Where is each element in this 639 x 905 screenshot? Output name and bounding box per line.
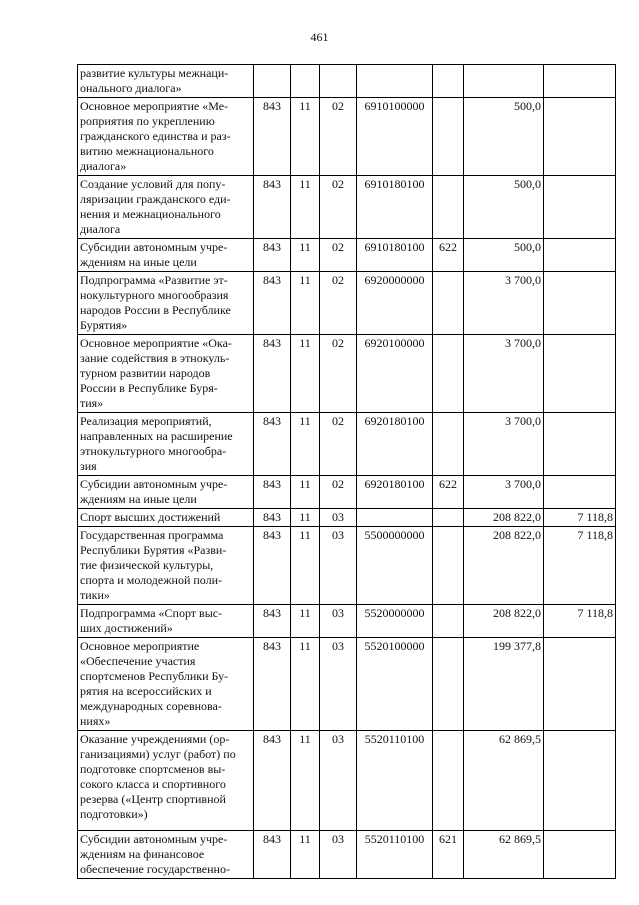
cell-name-line: Создание условий для попу- xyxy=(80,177,226,191)
cell-name-line: спорта и молодежной поли- xyxy=(80,573,223,587)
cell-name-line: зия xyxy=(80,459,97,473)
cell-vr: 622 xyxy=(433,476,464,509)
cell-name-line: Оказание учреждениями (ор- xyxy=(80,732,230,746)
cell-pr: 02 xyxy=(320,413,357,476)
cell-name-line: диалога» xyxy=(80,159,127,173)
cell-sum-1: 500,0 xyxy=(464,98,544,176)
cell-ved: 843 xyxy=(254,413,291,476)
table-row xyxy=(78,831,616,879)
cell-name-line: гражданского единства и раз- xyxy=(80,129,231,143)
cell-vr xyxy=(433,509,464,527)
cell-name-line: нения и межнационального xyxy=(80,207,221,221)
cell-ved: 843 xyxy=(254,239,291,272)
cell-sum-1: 62 869,5 xyxy=(464,831,544,879)
cell-name xyxy=(78,239,254,272)
table-body xyxy=(78,65,616,879)
cell-name xyxy=(78,413,254,476)
cell-sum-2: 7 118,8 xyxy=(544,527,616,605)
table-row xyxy=(78,239,616,272)
cell-vr xyxy=(433,527,464,605)
cell-name-line: спортсменов Республики Бу- xyxy=(80,669,229,683)
cell-csr: 5520100000 xyxy=(357,638,433,731)
cell-name xyxy=(78,476,254,509)
cell-csr: 6920100000 xyxy=(357,335,433,413)
cell-name-line: Основное мероприятие «Ока- xyxy=(80,336,232,350)
cell-pr: 02 xyxy=(320,98,357,176)
cell-name-line: народов России в Республике xyxy=(80,303,231,317)
cell-ved: 843 xyxy=(254,272,291,335)
cell-csr: 6920180100 xyxy=(357,476,433,509)
cell-csr xyxy=(357,509,433,527)
cell-name-line: Бурятия» xyxy=(80,318,128,332)
table-row xyxy=(78,509,616,527)
cell-name-line: ниях» xyxy=(80,714,111,728)
cell-sum-2 xyxy=(544,272,616,335)
cell-name xyxy=(78,65,254,98)
cell-name-line: Основное мероприятие xyxy=(80,639,200,653)
cell-rz: 11 xyxy=(291,176,320,239)
cell-name xyxy=(78,605,254,638)
cell-pr xyxy=(320,65,357,98)
table-row xyxy=(78,98,616,176)
cell-vr xyxy=(433,176,464,239)
cell-rz: 11 xyxy=(291,335,320,413)
cell-name-line: Основное мероприятие «Ме- xyxy=(80,99,229,113)
cell-rz: 11 xyxy=(291,638,320,731)
cell-sum-1: 3 700,0 xyxy=(464,476,544,509)
cell-rz: 11 xyxy=(291,731,320,831)
cell-name xyxy=(78,527,254,605)
table-row xyxy=(78,413,616,476)
cell-vr: 622 xyxy=(433,239,464,272)
cell-name xyxy=(78,731,254,831)
cell-csr: 6910180100 xyxy=(357,176,433,239)
cell-pr: 02 xyxy=(320,335,357,413)
cell-name-line: направленных на расширение xyxy=(80,429,233,443)
table-row xyxy=(78,527,616,605)
cell-csr: 5520000000 xyxy=(357,605,433,638)
cell-name-line: Государственная программа xyxy=(80,528,224,542)
cell-name-line: развитие культуры межнаци- xyxy=(80,66,229,80)
cell-pr: 02 xyxy=(320,272,357,335)
cell-vr xyxy=(433,272,464,335)
cell-sum-2: 7 118,8 xyxy=(544,509,616,527)
cell-name xyxy=(78,831,254,879)
cell-name xyxy=(78,176,254,239)
cell-sum-2: 7 118,8 xyxy=(544,605,616,638)
cell-name-line: Реализация мероприятий, xyxy=(80,414,212,428)
cell-name-line: Подпрограмма «Развитие эт- xyxy=(80,273,228,287)
cell-pr: 03 xyxy=(320,731,357,831)
cell-sum-2 xyxy=(544,476,616,509)
cell-name-line: нокультурного многообразия xyxy=(80,288,229,302)
cell-sum-1: 62 869,5 xyxy=(464,731,544,831)
cell-sum-1: 208 822,0 xyxy=(464,527,544,605)
cell-sum-1 xyxy=(464,65,544,98)
cell-name-line: турном развитии народов xyxy=(80,366,211,380)
cell-csr xyxy=(357,65,433,98)
cell-ved: 843 xyxy=(254,831,291,879)
cell-rz: 11 xyxy=(291,605,320,638)
cell-sum-1: 3 700,0 xyxy=(464,335,544,413)
cell-rz: 11 xyxy=(291,98,320,176)
cell-rz: 11 xyxy=(291,509,320,527)
cell-name-line: роприятия по укреплению xyxy=(80,114,215,128)
cell-vr xyxy=(433,731,464,831)
cell-rz: 11 xyxy=(291,272,320,335)
cell-name-line: рятия на всероссийских и xyxy=(80,684,212,698)
cell-ved: 843 xyxy=(254,527,291,605)
cell-ved: 843 xyxy=(254,476,291,509)
cell-name-line: Республики Бурятия «Разви- xyxy=(80,543,227,557)
cell-name-line: России в Республике Буря- xyxy=(80,381,218,395)
cell-csr: 5520110100 xyxy=(357,731,433,831)
cell-ved: 843 xyxy=(254,731,291,831)
cell-name-line: Субсидии автономным учре- xyxy=(80,240,228,254)
cell-sum-1: 500,0 xyxy=(464,239,544,272)
table-row xyxy=(78,476,616,509)
cell-pr: 02 xyxy=(320,476,357,509)
cell-sum-1: 208 822,0 xyxy=(464,605,544,638)
cell-csr: 5520110100 xyxy=(357,831,433,879)
cell-csr: 6920000000 xyxy=(357,272,433,335)
cell-name-line: ляризации гражданского еди- xyxy=(80,192,231,206)
cell-sum-1: 199 377,8 xyxy=(464,638,544,731)
cell-sum-2 xyxy=(544,731,616,831)
table-row xyxy=(78,731,616,831)
cell-rz: 11 xyxy=(291,527,320,605)
cell-name-line: ждениям на финансовое xyxy=(80,847,205,861)
cell-rz xyxy=(291,65,320,98)
cell-ved: 843 xyxy=(254,335,291,413)
cell-name-line: ганизациями) услуг (работ) по xyxy=(80,747,236,761)
cell-sum-2 xyxy=(544,98,616,176)
cell-pr: 03 xyxy=(320,605,357,638)
cell-sum-1: 3 700,0 xyxy=(464,413,544,476)
cell-rz: 11 xyxy=(291,831,320,879)
cell-name-line: подготовке спортсменов вы- xyxy=(80,762,226,776)
cell-name-line: Субсидии автономным учре- xyxy=(80,477,228,491)
cell-name-line: Подпрограмма «Спорт выс- xyxy=(80,606,223,620)
cell-vr xyxy=(433,605,464,638)
cell-name xyxy=(78,509,254,527)
cell-name xyxy=(78,335,254,413)
cell-name-line: онального диалога» xyxy=(80,81,182,95)
cell-sum-1: 500,0 xyxy=(464,176,544,239)
cell-sum-2 xyxy=(544,638,616,731)
cell-name-line: ждениям на иные цели xyxy=(80,255,197,269)
cell-sum-1: 208 822,0 xyxy=(464,509,544,527)
table-row xyxy=(78,605,616,638)
cell-rz: 11 xyxy=(291,476,320,509)
cell-name-line: зание содействия в этнокуль- xyxy=(80,351,230,365)
cell-csr: 6920180100 xyxy=(357,413,433,476)
cell-sum-2 xyxy=(544,335,616,413)
cell-name-line: подготовки») xyxy=(80,807,148,821)
cell-ved: 843 xyxy=(254,638,291,731)
cell-name-line: тие физической культуры, xyxy=(80,558,214,572)
table-row xyxy=(78,176,616,239)
cell-vr xyxy=(433,335,464,413)
cell-name xyxy=(78,638,254,731)
cell-sum-2 xyxy=(544,176,616,239)
cell-vr xyxy=(433,638,464,731)
cell-ved: 843 xyxy=(254,509,291,527)
cell-name-line: «Обеспечение участия xyxy=(80,654,196,668)
cell-name-line: обеспечение государственно- xyxy=(80,862,230,876)
cell-sum-2 xyxy=(544,239,616,272)
table-row xyxy=(78,335,616,413)
cell-pr: 02 xyxy=(320,239,357,272)
cell-sum-2 xyxy=(544,413,616,476)
cell-pr: 02 xyxy=(320,176,357,239)
cell-vr xyxy=(433,98,464,176)
cell-rz: 11 xyxy=(291,413,320,476)
cell-name-line: тия» xyxy=(80,396,104,410)
cell-sum-1: 3 700,0 xyxy=(464,272,544,335)
cell-pr: 03 xyxy=(320,831,357,879)
cell-name-line: диалога xyxy=(80,222,121,236)
cell-csr: 6910180100 xyxy=(357,239,433,272)
table-row xyxy=(78,638,616,731)
cell-name-line: этнокультурного многообра- xyxy=(80,444,227,458)
cell-name-line: витию межнационального xyxy=(80,144,214,158)
cell-rz: 11 xyxy=(291,239,320,272)
cell-csr: 6910100000 xyxy=(357,98,433,176)
cell-name-line: Спорт высших достижений xyxy=(80,510,221,524)
page-number: 461 xyxy=(310,30,329,44)
cell-sum-2 xyxy=(544,65,616,98)
budget-table xyxy=(77,64,616,879)
cell-name-line: Субсидии автономным учре- xyxy=(80,832,228,846)
cell-name-line: ждениям на иные цели xyxy=(80,492,197,506)
cell-vr: 621 xyxy=(433,831,464,879)
cell-name-line: ших достижений» xyxy=(80,621,173,635)
cell-vr xyxy=(433,65,464,98)
cell-ved: 843 xyxy=(254,176,291,239)
cell-ved: 843 xyxy=(254,605,291,638)
table-row xyxy=(78,65,616,98)
cell-name-line: сокого класса и спортивного xyxy=(80,777,226,791)
cell-ved xyxy=(254,65,291,98)
cell-name xyxy=(78,98,254,176)
cell-ved: 843 xyxy=(254,98,291,176)
cell-name xyxy=(78,272,254,335)
cell-pr: 03 xyxy=(320,638,357,731)
table-row xyxy=(78,272,616,335)
cell-sum-2 xyxy=(544,831,616,879)
cell-pr: 03 xyxy=(320,509,357,527)
cell-name-line: тики» xyxy=(80,588,110,602)
cell-name-line: резерва («Центр спортивной xyxy=(80,792,226,806)
cell-name-line: международных соревнова- xyxy=(80,699,222,713)
cell-csr: 5500000000 xyxy=(357,527,433,605)
cell-pr: 03 xyxy=(320,527,357,605)
cell-vr xyxy=(433,413,464,476)
